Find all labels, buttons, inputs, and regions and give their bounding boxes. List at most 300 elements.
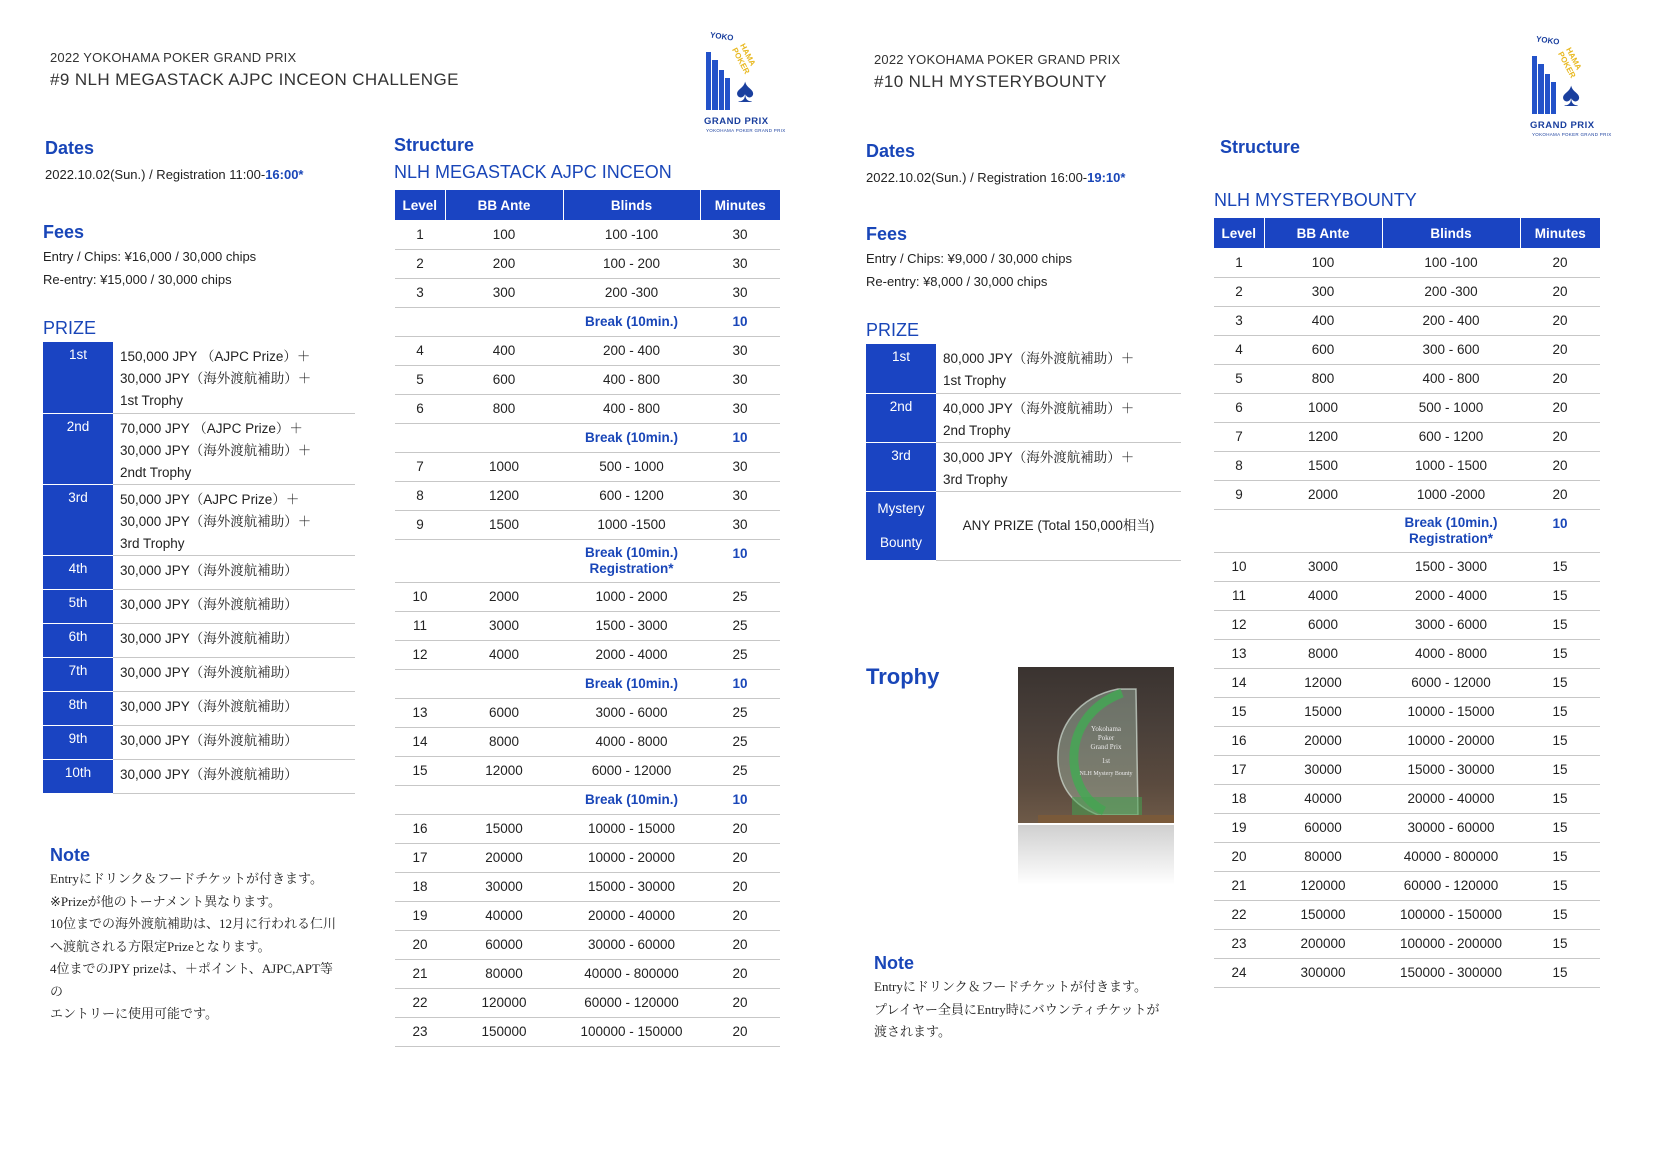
logo-building xyxy=(1532,56,1537,114)
cell-level: 8 xyxy=(1214,451,1264,480)
prize-desc xyxy=(113,623,355,657)
logo-building xyxy=(1538,64,1544,114)
table-row xyxy=(1214,697,1600,726)
cell-blinds: 1000 - 1500 xyxy=(1382,451,1520,480)
cell-minutes: 20 xyxy=(1520,451,1600,480)
registration-end: 16:00* xyxy=(265,167,304,182)
cell-level xyxy=(395,669,445,698)
cell-minutes: 30 xyxy=(700,278,780,307)
note-line: 10位までの海外渡航補助は、12月に行われる仁川 xyxy=(50,916,337,931)
cell-ante: 100 xyxy=(445,220,563,249)
engraving-line: Yokohama xyxy=(1090,725,1121,733)
event-name: 2022 YOKOHAMA POKER GRAND PRIX xyxy=(874,52,1121,67)
note-line: の xyxy=(50,983,64,999)
prize-rank: 10th xyxy=(43,759,113,793)
col-level: Level xyxy=(1214,218,1264,248)
prize-row xyxy=(866,442,1181,491)
note-line: Entryにドリンク＆フードチケットが付きます。 xyxy=(874,979,1148,994)
cell-ante: 40000 xyxy=(445,901,563,930)
cell-ante: 8000 xyxy=(445,727,563,756)
cell-minutes: 15 xyxy=(1520,929,1600,958)
cell-ante: 12000 xyxy=(445,756,563,785)
cell-blinds: 1500 - 3000 xyxy=(1382,552,1520,581)
structure-table xyxy=(395,190,780,1047)
table-row xyxy=(1214,639,1600,668)
structure-heading: Structure xyxy=(1220,137,1301,157)
prize-desc-line: 30,000 JPY（海外渡航補助） xyxy=(120,698,298,714)
cell-level: 7 xyxy=(395,452,445,481)
prize-row-mystery xyxy=(866,491,1181,560)
table-row xyxy=(395,582,780,611)
cell-ante xyxy=(445,669,563,698)
cell-level: 10 xyxy=(395,582,445,611)
cell-minutes: 15 xyxy=(1520,697,1600,726)
logo-tagline: YOKOHAMA POKER GRAND PRIX xyxy=(706,128,786,133)
prize-row xyxy=(866,344,1181,393)
prize-rank: 9th xyxy=(43,725,113,759)
prize-row xyxy=(43,623,355,657)
dates-text xyxy=(45,163,304,186)
cell-minutes: 30 xyxy=(700,220,780,249)
cell-level: 14 xyxy=(395,727,445,756)
cell-blinds: 100000 - 150000 xyxy=(563,1017,700,1046)
cell-blinds xyxy=(1382,509,1520,552)
table-row xyxy=(1214,929,1600,958)
cell-minutes: 15 xyxy=(1520,581,1600,610)
cell-blinds: 3000 - 6000 xyxy=(1382,610,1520,639)
table-row xyxy=(395,640,780,669)
note-text xyxy=(874,976,1184,1044)
engraving-line: Poker xyxy=(1097,734,1115,742)
table-row xyxy=(1214,581,1600,610)
cell-minutes: 15 xyxy=(1520,755,1600,784)
table-row xyxy=(1214,364,1600,393)
prize-desc-line: 30,000 JPY（海外渡航補助）＋ xyxy=(120,513,312,529)
logo-title: GRAND PRIX xyxy=(1530,120,1595,131)
cell-blinds: 100 -100 xyxy=(563,220,700,249)
cell-blinds: 100000 - 200000 xyxy=(1382,929,1520,958)
cell-ante: 300 xyxy=(445,278,563,307)
cell-minutes: 20 xyxy=(1520,422,1600,451)
cell-blinds: 2000 - 4000 xyxy=(1382,581,1520,610)
cell-level: 3 xyxy=(1214,306,1264,335)
col-blinds: Blinds xyxy=(1382,218,1520,248)
cell-blinds: 2000 - 4000 xyxy=(563,640,700,669)
cell-level: 18 xyxy=(1214,784,1264,813)
cell-blinds: 500 - 1000 xyxy=(1382,393,1520,422)
prize-desc xyxy=(113,555,355,589)
cell-ante: 20000 xyxy=(1264,726,1382,755)
dates-heading: Dates xyxy=(866,141,916,161)
fees-entry: Entry / Chips: ¥16,000 / 30,000 chips xyxy=(43,249,257,264)
table-row xyxy=(1214,552,1600,581)
engraving-line: NLH Mystery Bounty xyxy=(1079,771,1133,777)
prize-table xyxy=(866,344,1181,561)
cell-ante: 100 xyxy=(1264,248,1382,277)
cell-minutes: 25 xyxy=(700,756,780,785)
fees-reentry: Re-entry: ¥8,000 / 30,000 chips xyxy=(866,274,1048,289)
col-minutes: Minutes xyxy=(1520,218,1600,248)
prize-rank: 4th xyxy=(43,555,113,589)
logo-arc-blue: YOKO xyxy=(709,30,735,43)
note-line: プレイヤー全員にEntry時にバウンティチケットが xyxy=(874,1001,1160,1017)
prize-rank xyxy=(866,491,936,560)
col-level: Level xyxy=(395,190,445,220)
cell-ante: 40000 xyxy=(1264,784,1382,813)
prize-desc xyxy=(113,589,355,623)
cell-minutes: 30 xyxy=(700,481,780,510)
cell-level: 1 xyxy=(395,220,445,249)
table-row xyxy=(1214,871,1600,900)
cell-minutes: 10 xyxy=(1520,509,1600,552)
cell-blinds: 300 - 600 xyxy=(1382,335,1520,364)
cell-level xyxy=(1214,509,1264,552)
cell-ante: 6000 xyxy=(445,698,563,727)
cell-ante: 12000 xyxy=(1264,668,1382,697)
prize-rank: 7th xyxy=(43,657,113,691)
structure-header-row xyxy=(1214,218,1600,248)
cell-blinds: 6000 - 12000 xyxy=(563,756,700,785)
mystery-rank-line: Bounty xyxy=(879,534,923,550)
table-row xyxy=(1214,480,1600,509)
cell-level: 4 xyxy=(1214,335,1264,364)
cell-level: 13 xyxy=(395,698,445,727)
cell-blinds: 200 - 400 xyxy=(563,336,700,365)
prize-rank: 2nd xyxy=(866,393,936,442)
cell-level: 9 xyxy=(395,510,445,539)
table-row xyxy=(1214,755,1600,784)
cell-ante: 80000 xyxy=(445,959,563,988)
event-name: 2022 YOKOHAMA POKER GRAND PRIX xyxy=(50,50,297,65)
cell-minutes: 15 xyxy=(1520,842,1600,871)
cell-ante xyxy=(445,423,563,452)
cell-ante: 6000 xyxy=(1264,610,1382,639)
table-row xyxy=(395,988,780,1017)
prize-desc xyxy=(113,657,355,691)
cell-minutes: 10 xyxy=(700,539,780,582)
prize-desc xyxy=(113,759,355,793)
cell-blinds: 40000 - 800000 xyxy=(1382,842,1520,871)
table-row xyxy=(395,930,780,959)
table-row xyxy=(1214,248,1600,277)
prize-desc-line: 2ndt Trophy xyxy=(120,464,192,480)
prize-heading: PRIZE xyxy=(866,320,920,340)
prize-rank: 6th xyxy=(43,623,113,657)
cell-ante xyxy=(1264,509,1382,552)
note-line: 渡されます。 xyxy=(874,1024,951,1039)
cell-minutes: 20 xyxy=(700,814,780,843)
table-row xyxy=(395,220,780,249)
cell-ante xyxy=(445,307,563,336)
cell-blinds: 500 - 1000 xyxy=(563,452,700,481)
cell-minutes: 30 xyxy=(700,510,780,539)
prize-table xyxy=(43,342,355,794)
prize-row xyxy=(43,759,355,793)
cell-minutes: 30 xyxy=(700,452,780,481)
logo-building xyxy=(719,70,724,110)
cell-ante: 1000 xyxy=(1264,393,1382,422)
registration-label: Registration* xyxy=(589,560,674,576)
cell-minutes: 10 xyxy=(700,669,780,698)
cell-level: 5 xyxy=(1214,364,1264,393)
cell-level xyxy=(395,539,445,582)
spade-icon: ♠ xyxy=(736,72,755,110)
cell-minutes: 20 xyxy=(700,901,780,930)
cell-blinds: Break (10min.) xyxy=(563,307,700,336)
cell-blinds: 30000 - 60000 xyxy=(1382,813,1520,842)
cell-minutes: 20 xyxy=(1520,335,1600,364)
prize-desc-line: 80,000 JPY（海外渡航補助）＋ xyxy=(943,351,1135,366)
col-bb-ante: BB Ante xyxy=(1264,218,1382,248)
prize-desc-line: 1st Trophy xyxy=(120,393,184,408)
cell-blinds: 200 -300 xyxy=(563,278,700,307)
engraving-line: Grand Prix xyxy=(1090,743,1122,751)
cell-level: 16 xyxy=(1214,726,1264,755)
prize-desc-line: 30,000 JPY（海外渡航補助）＋ xyxy=(943,449,1135,465)
prize-desc-line: 30,000 JPY（海外渡航補助）＋ xyxy=(120,371,312,386)
prize-desc: ANY PRIZE (Total 150,000相当) xyxy=(936,491,1181,560)
prize-desc xyxy=(936,393,1181,442)
registration-label: Registration* xyxy=(1408,530,1493,546)
cell-level: 21 xyxy=(1214,871,1264,900)
cell-level: 17 xyxy=(1214,755,1264,784)
cell-ante: 600 xyxy=(445,365,563,394)
cell-minutes: 20 xyxy=(1520,277,1600,306)
note-line: 4位までのJPY prizeは、＋ポイント、AJPC,APT等 xyxy=(50,961,333,976)
table-row xyxy=(395,727,780,756)
cell-blinds: 40000 - 800000 xyxy=(563,959,700,988)
cell-level: 3 xyxy=(395,278,445,307)
table-row xyxy=(395,959,780,988)
cell-level: 15 xyxy=(395,756,445,785)
prize-rank: 1st xyxy=(866,344,936,393)
table-row xyxy=(1214,784,1600,813)
cell-minutes: 15 xyxy=(1520,726,1600,755)
cell-blinds: 600 - 1200 xyxy=(563,481,700,510)
cell-blinds: 1000 - 2000 xyxy=(563,582,700,611)
cell-ante: 20000 xyxy=(445,843,563,872)
dates-value: 2022.10.02(Sun.) / Registration 16:00- xyxy=(866,170,1088,185)
cell-blinds: 6000 - 12000 xyxy=(1382,668,1520,697)
prize-heading: PRIZE xyxy=(43,318,97,338)
cell-level xyxy=(395,785,445,814)
cell-minutes: 30 xyxy=(700,249,780,278)
cell-blinds: 4000 - 8000 xyxy=(1382,639,1520,668)
table-row xyxy=(1214,277,1600,306)
cell-blinds xyxy=(563,539,700,582)
table-row xyxy=(395,336,780,365)
cell-minutes: 10 xyxy=(700,785,780,814)
prize-desc xyxy=(113,342,355,413)
cell-level: 20 xyxy=(1214,842,1264,871)
prize-desc xyxy=(113,413,355,484)
table-row xyxy=(1214,842,1600,871)
logo-arc-blue: YOKO xyxy=(1535,34,1561,47)
cell-ante: 1200 xyxy=(445,481,563,510)
cell-blinds: 15000 - 30000 xyxy=(1382,755,1520,784)
note-text xyxy=(50,868,370,1026)
logo-title: GRAND PRIX xyxy=(704,116,769,127)
prize-rank: 5th xyxy=(43,589,113,623)
cell-minutes: 30 xyxy=(700,394,780,423)
table-row xyxy=(1214,335,1600,364)
cell-ante: 600 xyxy=(1264,335,1382,364)
prize-desc-line: 3rd Trophy xyxy=(120,535,185,551)
prize-desc-line: 30,000 JPY（海外渡航補助） xyxy=(120,630,298,646)
table-row xyxy=(1214,610,1600,639)
logo-building xyxy=(725,78,730,110)
logo-arc-yellow: HAMA POKER xyxy=(730,42,758,76)
cell-ante: 4000 xyxy=(445,640,563,669)
break-row xyxy=(395,785,780,814)
cell-ante xyxy=(445,539,563,582)
cell-level: 22 xyxy=(1214,900,1264,929)
cell-blinds: 15000 - 30000 xyxy=(563,872,700,901)
cell-ante xyxy=(445,785,563,814)
cell-level: 8 xyxy=(395,481,445,510)
prize-desc-line: 3rd Trophy xyxy=(943,471,1008,487)
cell-level: 9 xyxy=(1214,480,1264,509)
break-row xyxy=(395,307,780,336)
logo-building xyxy=(712,60,718,110)
prize-rank: 3rd xyxy=(866,442,936,491)
cell-level: 11 xyxy=(1214,581,1264,610)
cell-level: 14 xyxy=(1214,668,1264,697)
logo-tagline: YOKOHAMA POKER GRAND PRIX xyxy=(1532,132,1612,137)
cell-level: 18 xyxy=(395,872,445,901)
note-line: エントリーに使用可能です。 xyxy=(50,1006,218,1021)
cell-level: 17 xyxy=(395,843,445,872)
cell-level: 12 xyxy=(1214,610,1264,639)
break-row xyxy=(395,539,780,582)
table-row xyxy=(1214,393,1600,422)
cell-level: 7 xyxy=(1214,422,1264,451)
cell-blinds: 60000 - 120000 xyxy=(563,988,700,1017)
cell-ante: 150000 xyxy=(1264,900,1382,929)
cell-level: 6 xyxy=(395,394,445,423)
table-row xyxy=(395,814,780,843)
note-line: ※Prizeが他のトーナメント異なります。 xyxy=(50,893,282,909)
logo-building xyxy=(706,52,711,110)
cell-level: 6 xyxy=(1214,393,1264,422)
cell-blinds: 10000 - 15000 xyxy=(563,814,700,843)
table-row xyxy=(395,394,780,423)
note-line: へ渡航される方限定Prizeとなります。 xyxy=(50,938,271,954)
cell-minutes: 20 xyxy=(700,959,780,988)
cell-minutes: 25 xyxy=(700,582,780,611)
cell-ante: 15000 xyxy=(445,814,563,843)
cell-blinds: 1000 -1500 xyxy=(563,510,700,539)
dates-heading: Dates xyxy=(45,138,95,158)
cell-blinds: 20000 - 40000 xyxy=(563,901,700,930)
cell-minutes: 20 xyxy=(700,843,780,872)
cell-ante: 2000 xyxy=(445,582,563,611)
cell-blinds: 1500 - 3000 xyxy=(563,611,700,640)
cell-level: 12 xyxy=(395,640,445,669)
prize-desc-line: 40,000 JPY（海外渡航補助）＋ xyxy=(943,400,1135,416)
cell-blinds: 400 - 800 xyxy=(563,365,700,394)
table-row xyxy=(1214,668,1600,697)
cell-minutes: 15 xyxy=(1520,813,1600,842)
table-row xyxy=(395,365,780,394)
break-label: Break (10min.) xyxy=(584,544,679,560)
cell-blinds: 10000 - 20000 xyxy=(1382,726,1520,755)
cell-minutes: 20 xyxy=(700,988,780,1017)
table-row xyxy=(395,510,780,539)
mystery-rank-line: Mystery xyxy=(877,500,925,516)
break-row xyxy=(1214,509,1600,552)
trophy-engraving xyxy=(1076,725,1136,779)
note-line: Entryにドリンク＆フードチケットが付きます。 xyxy=(50,871,324,886)
cell-level: 23 xyxy=(1214,929,1264,958)
cell-minutes: 20 xyxy=(700,1017,780,1046)
cell-blinds: 60000 - 120000 xyxy=(1382,871,1520,900)
prize-rank: 1st xyxy=(43,342,113,413)
cell-minutes: 15 xyxy=(1520,639,1600,668)
cell-minutes: 15 xyxy=(1520,610,1600,639)
cell-blinds: 200 - 400 xyxy=(1382,306,1520,335)
cell-blinds: 150000 - 300000 xyxy=(1382,958,1520,987)
cell-ante: 2000 xyxy=(1264,480,1382,509)
yokohama-poker-logo xyxy=(702,32,788,132)
cell-minutes: 20 xyxy=(1520,306,1600,335)
logo-building xyxy=(1545,74,1550,114)
registration-end: 19:10* xyxy=(1087,170,1126,185)
prize-desc xyxy=(113,691,355,725)
cell-minutes: 20 xyxy=(1520,393,1600,422)
col-bb-ante: BB Ante xyxy=(445,190,563,220)
cell-level: 19 xyxy=(1214,813,1264,842)
prize-rank: 8th xyxy=(43,691,113,725)
prize-row xyxy=(43,691,355,725)
cell-minutes: 10 xyxy=(700,423,780,452)
cell-level: 2 xyxy=(395,249,445,278)
fees-heading: Fees xyxy=(866,224,908,244)
fees-entry: Entry / Chips: ¥9,000 / 30,000 chips xyxy=(866,251,1072,266)
cell-minutes: 20 xyxy=(1520,480,1600,509)
cell-ante: 15000 xyxy=(1264,697,1382,726)
prize-desc-line: 30,000 JPY（海外渡航補助） xyxy=(120,596,298,612)
structure-table xyxy=(1214,218,1600,988)
cell-minutes: 15 xyxy=(1520,900,1600,929)
cell-minutes: 20 xyxy=(1520,364,1600,393)
prize-row xyxy=(43,413,355,484)
prize-row xyxy=(43,484,355,555)
prize-desc xyxy=(113,484,355,555)
prize-row xyxy=(866,393,1181,442)
cell-ante: 80000 xyxy=(1264,842,1382,871)
structure-subheading: NLH MYSTERYBOUNTY xyxy=(1214,190,1417,210)
cell-ante: 4000 xyxy=(1264,581,1382,610)
cell-level: 2 xyxy=(1214,277,1264,306)
prize-row xyxy=(43,725,355,759)
table-row xyxy=(395,698,780,727)
note-heading: Note xyxy=(50,845,90,865)
cell-blinds: Break (10min.) xyxy=(563,423,700,452)
table-row xyxy=(1214,958,1600,987)
cell-blinds: Break (10min.) xyxy=(563,785,700,814)
fees-heading: Fees xyxy=(43,222,85,242)
cell-blinds: 200 -300 xyxy=(1382,277,1520,306)
note-heading: Note xyxy=(874,953,914,973)
table-row xyxy=(395,1017,780,1046)
col-blinds: Blinds xyxy=(563,190,700,220)
prize-rank: 2nd xyxy=(43,413,113,484)
cell-ante: 200000 xyxy=(1264,929,1382,958)
cell-ante: 300000 xyxy=(1264,958,1382,987)
cell-minutes: 15 xyxy=(1520,668,1600,697)
fees-reentry: Re-entry: ¥15,000 / 30,000 chips xyxy=(43,272,232,287)
